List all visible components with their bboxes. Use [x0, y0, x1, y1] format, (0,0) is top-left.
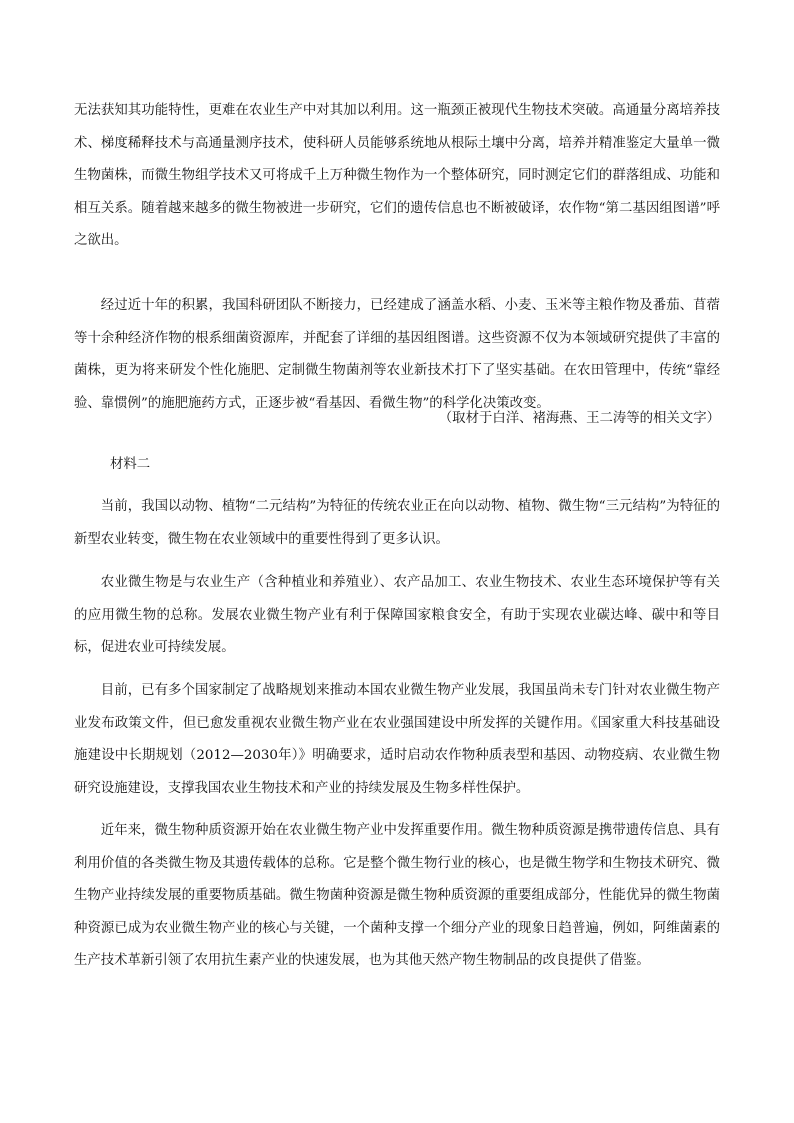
paragraph-4: 农业微生物是与农业生产（含种植业和养殖业）、农产品加工、农业生物技术、农业生态环境保护等有关的应用微生物的总称。发展农业微生物产业有利于保障国家粮食安全，有助于实现农业碳达峰、碳中和等目标，促进农业可持续发展。	[74, 575, 720, 655]
paragraph-6: 近年来，微生物种质资源开始在农业微生物产业中发挥重要作用。微生物种质资源是携带遗传信息、具有利用价值的各类微生物及其遗传载体的总称。它是整个微生物行业的核心，也是微生物学和生物技术研究、微生物产业持续发展的重要物质基础。微生物菌种资源是微生物种质资源的重要组成部分，性能优异的微生物菌种资源已成为农业微生物产业的核心与关键，一个菌种支撑一个细分产业的现象日趋普遍，例如，阿维菌素的生产技术革新引领了农用抗生素产业的快速发展，也为其他天然产物生物制品的改良提供了借鉴。	[74, 823, 720, 968]
paragraph-3: 当前，我国以动物、植物“二元结构”为特征的传统农业正在向以动物、植物、微生物“三元结构”为特征的新型农业转变，微生物在农业领域中的重要性得到了更多认识。	[74, 499, 720, 547]
paragraph-2: 经过近十年的积累，我国科研团队不断接力，已经建成了涵盖水稻、小麦、玉米等主粮作物及番茄、苜蓿等十余种经济作物的根系细菌资源库，并配套了详细的基因组图谱。这些资源不仅为本领域研究提供了丰富的菌株，更为将来研发个性化施肥、定制微生物菌剂等农业新技术打下了坚实基础。在农田管理中，传统“靠经验、靠惯例”的施肥施药方式，正逐步被“看基因、看微生物”的科学化决策改变。	[74, 298, 720, 411]
section-heading: 材料二	[110, 457, 151, 472]
source-citation: （取材于白洋、褚海燕、王二涛等的相关文字）	[438, 411, 720, 426]
paragraph-5: 目前，已有多个国家制定了战略规划来推动本国农业微生物产业发展，我国虽尚未专门针对农业微生物产业发布政策文件，但已愈发重视农业微生物产业在农业强国建设中所发挥的关键作用。《国家重大科技基础设施建设中长期规划（2012—2030年）》明确要求，适时启动农作物种质表型和基因、动物疫病、农业微生物研究设施建设，支撑我国农业生物技术和产业的持续发展及生物多样性保护。	[74, 683, 720, 796]
paragraph-1: 无法获知其功能特性，更难在农业生产中对其加以利用。这一瓶颈正被现代生物技术突破。高通量分离培养技术、梯度稀释技术与高通量测序技术，使科研人员能够系统地从根际土壤中分离，培养并精准鉴定大量单一微生物菌株，而微生物组学技术又可将成千上万种微生物作为一个整体研究，同时测定它们的群落组成、功能和相互关系。随着越来越多的微生物被进一步研究，它们的遗传信息也不断被破译，农作物“第二基因组图谱”呼之欲出。	[74, 103, 720, 248]
